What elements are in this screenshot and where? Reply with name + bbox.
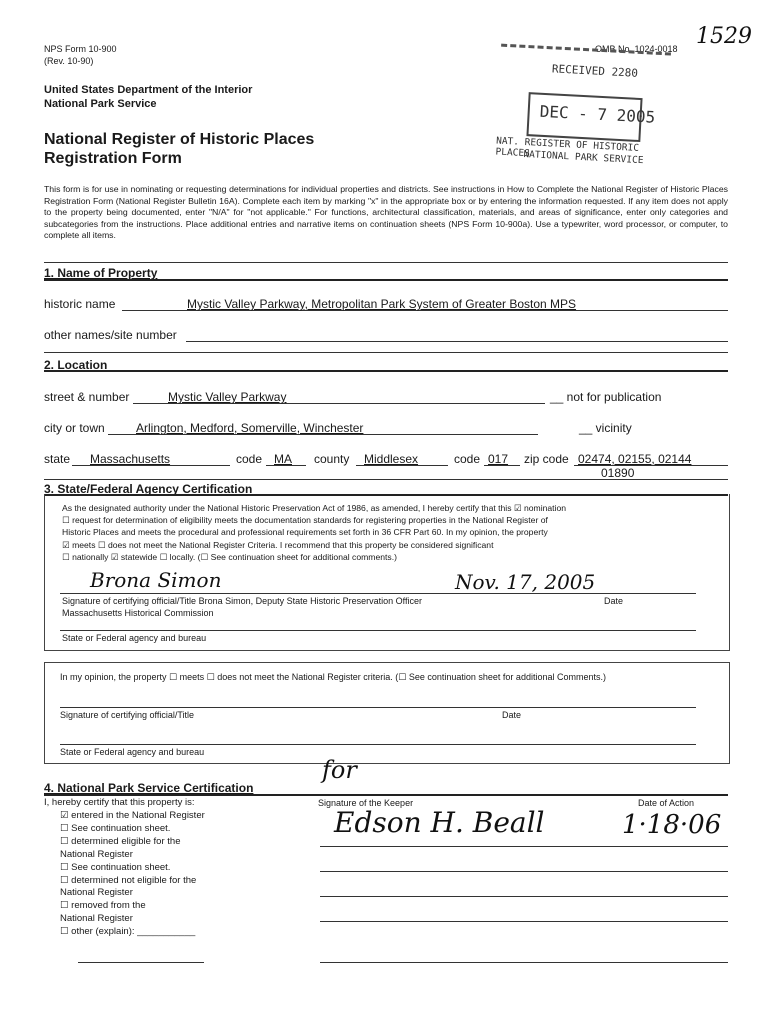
section-2-rule	[44, 370, 728, 372]
form-number: NPS Form 10-900	[44, 44, 117, 54]
historic-name-label: historic name	[44, 297, 116, 311]
for-mark: for	[322, 756, 357, 784]
agency-line	[60, 630, 696, 631]
handwritten-date: Nov. 17, 2005	[455, 570, 596, 594]
county-value: Middlesex	[364, 452, 419, 466]
street-label: street & number	[44, 390, 130, 404]
county-code-label: code	[454, 452, 481, 466]
status-entered-continuation: ☐ See continuation sheet.	[60, 822, 171, 834]
cert-line-5: ☐ nationally ☑ statewide ☐ locally. (☐ See continuation sheet for additional comments.)	[62, 551, 397, 562]
cert-line-3: Historic Places and meets the procedural and professional requirements set forth in 36 CFR Part 60. In my opinion, the property	[62, 527, 548, 538]
form-revision: (Rev. 10-90)	[44, 56, 94, 66]
keeper-line-1	[320, 846, 728, 847]
agency-label: State or Federal agency and bureau	[62, 633, 207, 643]
federal-signature-line	[60, 707, 696, 708]
form-instructions: This form is for use in nominating or requesting determinations for individual properties and districts. See instructions in How to Complete the National Register of Historic Places Registration Form (National Register Bulletin 16A). Complete each item by marking "x" in the appropriate box or by entering the information requested. If any item does not apply to the property being documented, enter "N/A" for "not applicable." For functions, architectural classification, materials, and areas of significance, enter only categories and subcategories from the instructions. Place additional entries and narrative items on continuation sheets (NPS Form 10-900a). Use a typewriter, word processor, or computer, to complete all items.	[44, 184, 728, 240]
section-1-heading: 1. Name of Property	[44, 266, 158, 280]
divider	[44, 352, 728, 353]
federal-opinion-text: In my opinion, the property ☐ meets ☐ does not meet the National Register criteria. (☐ See continuation sheet for additional Comments.)	[60, 672, 606, 682]
handwritten-signature: Brona Simon	[90, 568, 222, 592]
divider	[44, 262, 728, 263]
section-4-heading: 4. National Park Service Certification	[44, 781, 254, 795]
section-3-heading: 3. State/Federal Agency Certification	[44, 482, 253, 496]
city-label: city or town	[44, 421, 105, 435]
section-1-rule	[44, 279, 728, 281]
not-for-publication: __ not for publication	[550, 390, 662, 404]
state-code-value: MA	[274, 452, 292, 466]
service: National Park Service	[44, 98, 157, 110]
received-stamp	[495, 36, 672, 180]
status-removed: ☐ removed from the	[60, 900, 146, 912]
status-eligible-continuation: ☐ See continuation sheet.	[60, 861, 171, 873]
signature-title: Signature of certifying official/Title Brona Simon, Deputy State Historic Preservation Officer	[62, 596, 422, 606]
form-title: National Register of Historic Places	[44, 131, 315, 148]
other-explain-line	[78, 962, 204, 963]
cert-line-1: As the designated authority under the National Historic Preservation Act of 1986, as amended, I hereby certify that this ☑ nomination	[62, 503, 567, 513]
form-subtitle: Registration Form	[44, 150, 182, 167]
vicinity: __ vicinity	[579, 421, 632, 435]
federal-signature-label: Signature of certifying official/Title	[60, 710, 195, 720]
keeper-line-4	[320, 921, 728, 922]
city-value: Arlington, Medford, Somerville, Winchester	[136, 421, 364, 435]
state-label: state	[44, 452, 71, 466]
status-not-eligible: ☐ determined not eligible for the	[60, 874, 197, 886]
commission-name: Massachusetts Historical Commission	[62, 608, 214, 618]
stamp-line1: NAT. REGISTER OF HISTORIC PLACES	[495, 135, 640, 160]
omb-number: OMB No. 1024-0018	[595, 44, 678, 54]
cert-line-4: ☑ meets ☐ does not meet the National Register Criteria. I recommend that this property be considered significant	[62, 539, 494, 550]
zip-label: zip code	[524, 452, 569, 466]
nps-status-list	[60, 810, 205, 939]
page-number: 1529	[696, 24, 752, 49]
keeper-line-2	[320, 871, 728, 872]
section-4-rule	[44, 794, 728, 796]
keeper-line-3	[320, 896, 728, 897]
date-of-action-label: Date of Action	[638, 798, 695, 808]
other-names-line	[186, 341, 728, 342]
state-code-label: code	[236, 452, 263, 466]
state-value: Massachusetts	[90, 452, 171, 466]
county-code-value: 017	[488, 452, 509, 466]
cert-line-2: ☐ request for determination of eligibility meets the documentation standards for registering properties in the National Register of	[62, 515, 548, 526]
historic-name-value: Mystic Valley Parkway, Metropolitan Park System of Greater Boston MPS	[187, 297, 577, 311]
county-label: county	[314, 452, 350, 466]
federal-date-label: Date	[502, 710, 522, 720]
zip-value: 02474, 02155, 02144	[578, 452, 692, 466]
status-other: ☐ other (explain): ___________	[60, 926, 196, 938]
street-value: Mystic Valley Parkway	[168, 390, 287, 404]
keeper-signature-label: Signature of the Keeper	[318, 798, 414, 808]
section-2-heading: 2. Location	[44, 358, 108, 372]
certification-text	[62, 502, 710, 563]
stamp-date: DEC - 7 2005	[539, 101, 656, 127]
federal-agency-label: State or Federal agency and bureau	[60, 747, 205, 757]
stamp-received: RECEIVED 2280	[551, 62, 639, 80]
signature-line	[60, 593, 696, 594]
status-eligible-cont: National Register	[60, 848, 133, 860]
status-removed-cont: National Register	[60, 913, 133, 925]
department: United States Department of the Interior	[44, 84, 253, 96]
action-date: 1·18·06	[622, 810, 722, 840]
status-entered: ☑ entered in the National Register	[60, 810, 205, 821]
keeper-line-5	[320, 962, 728, 963]
federal-agency-line	[60, 744, 696, 745]
stamp-border	[501, 44, 671, 56]
keeper-signature: Edson H. Beall	[334, 806, 545, 839]
certify-statement: I, hereby certify that this property is:	[44, 797, 195, 808]
other-names-label: other names/site number	[44, 328, 177, 342]
divider	[44, 479, 728, 480]
status-eligible: ☐ determined eligible for the	[60, 835, 181, 847]
stamp-line2: NATIONAL PARK SERVICE	[523, 148, 644, 167]
status-not-eligible-cont: National Register	[60, 887, 133, 899]
signature-date-label: Date	[604, 596, 624, 606]
zip-value-continued: 01890	[601, 466, 635, 480]
